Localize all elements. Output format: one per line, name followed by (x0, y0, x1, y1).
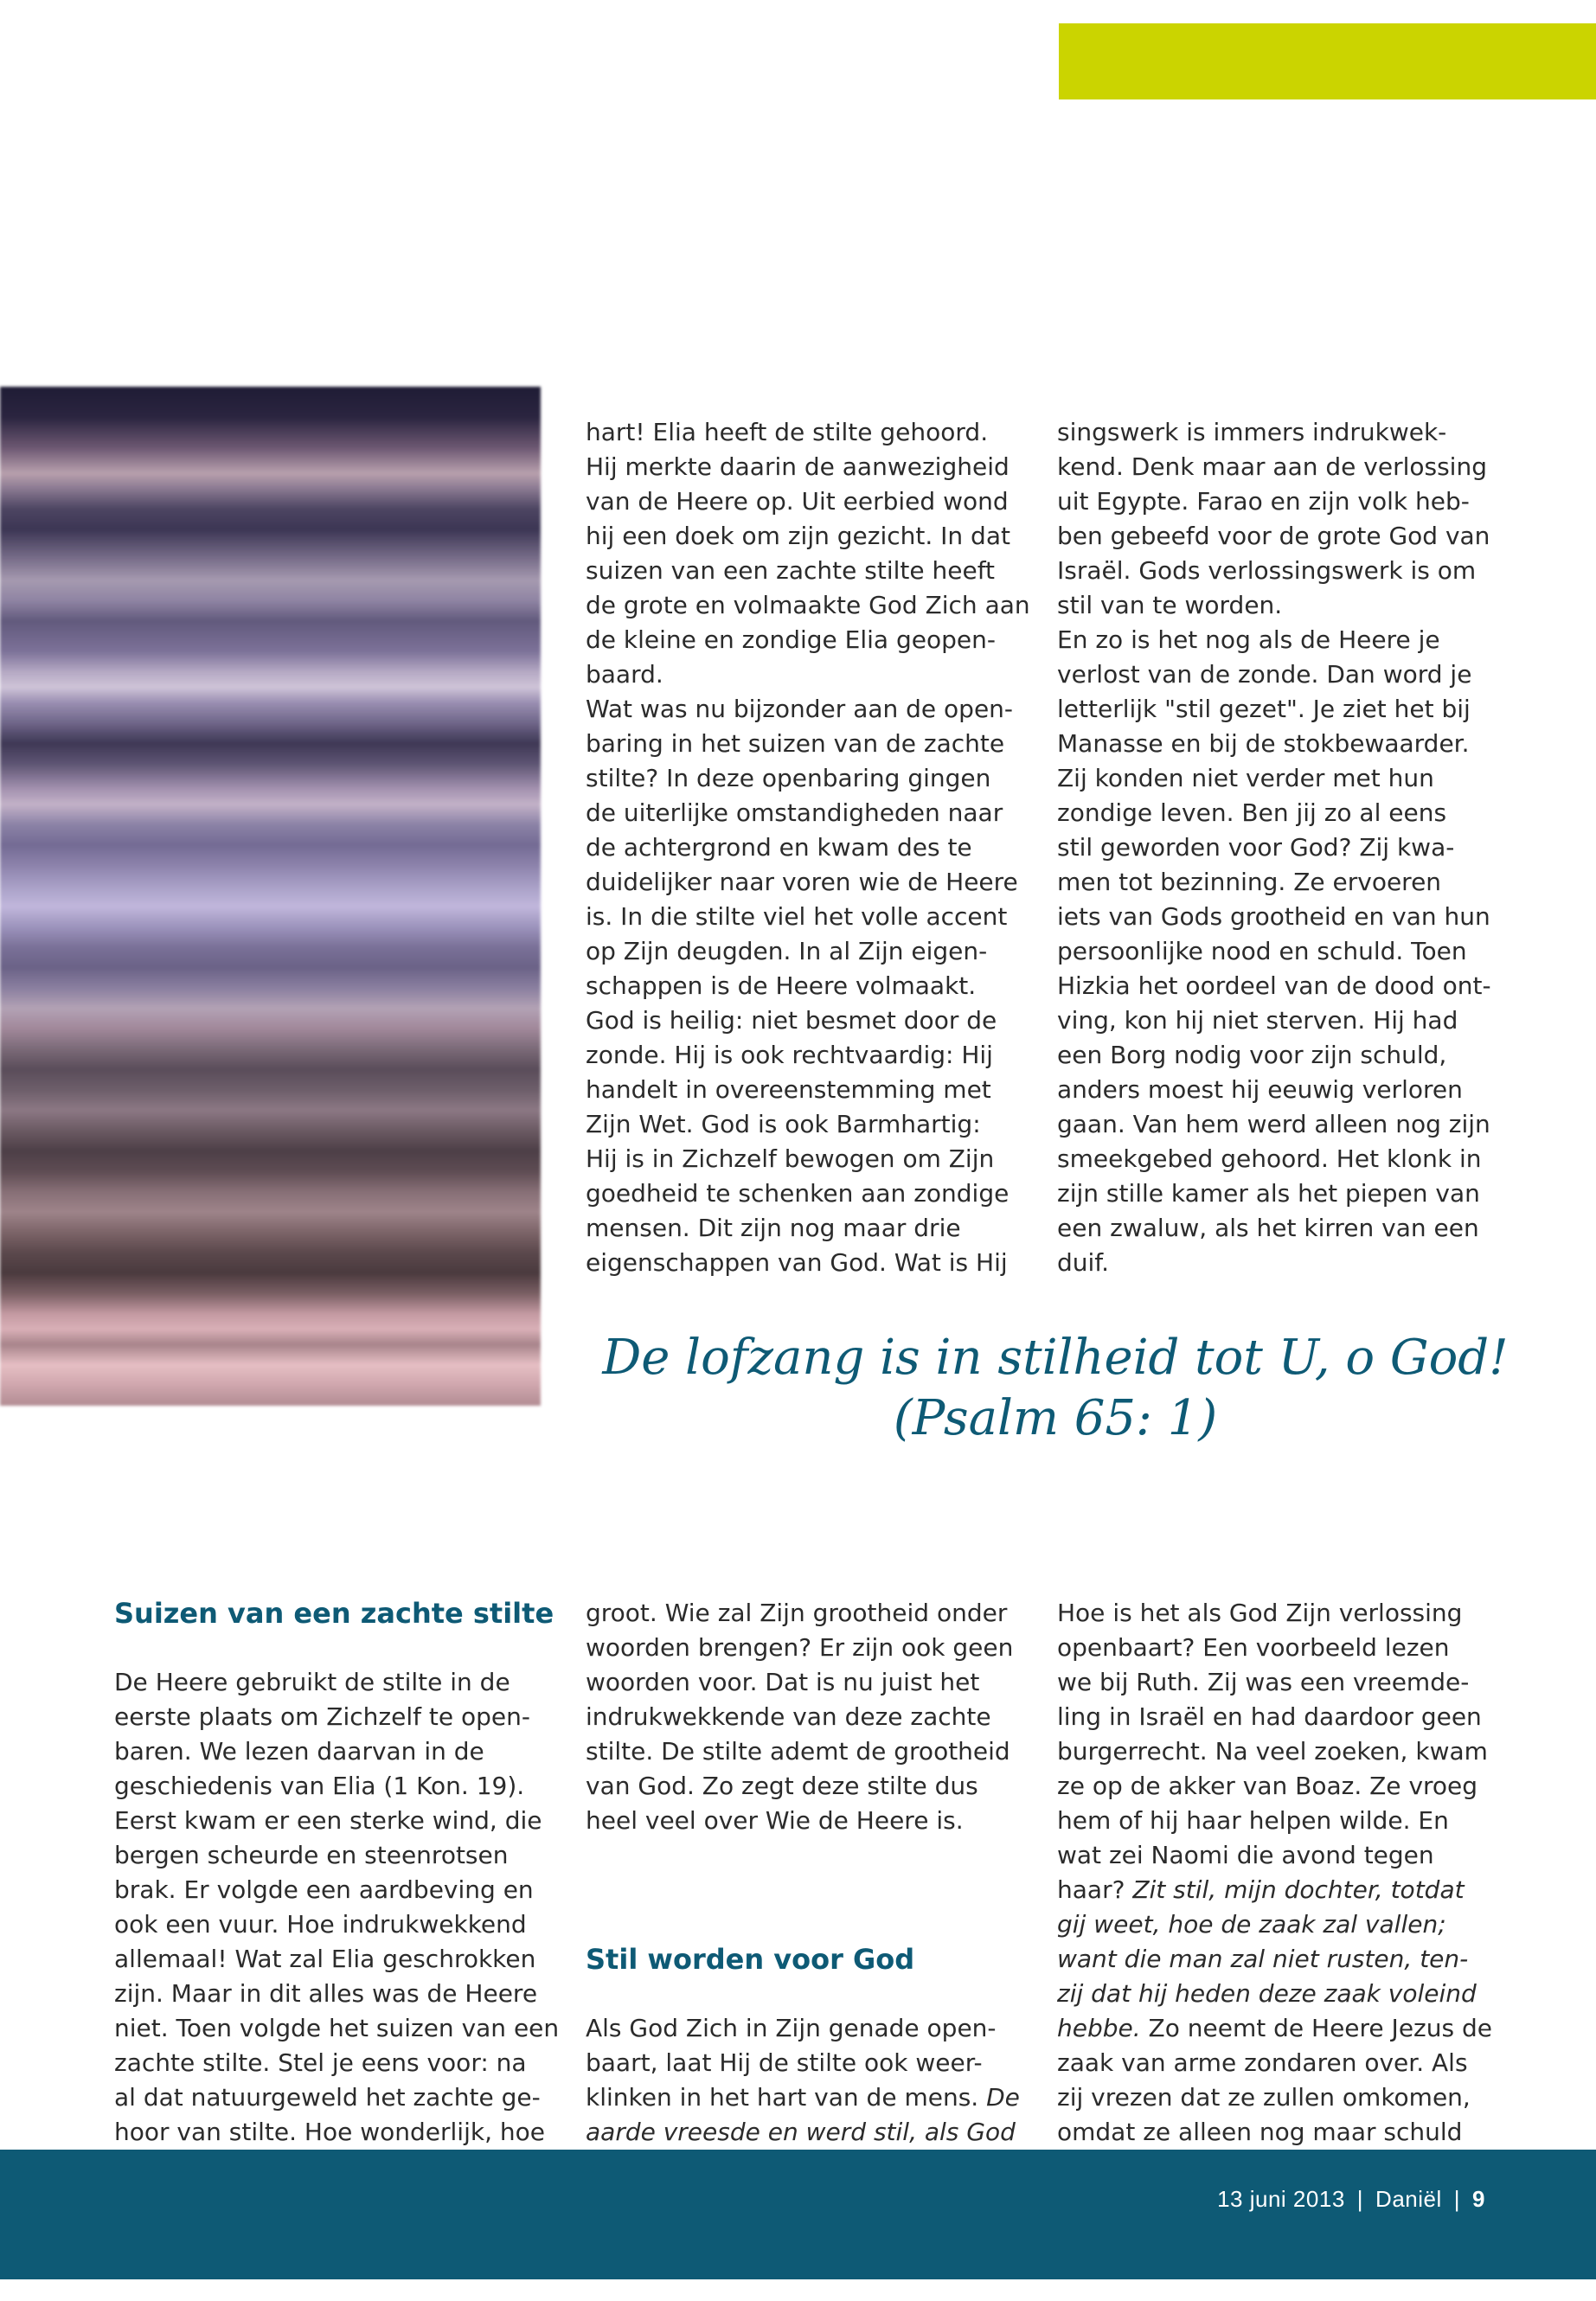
footer-date: 13 juni 2013 (1217, 2186, 1345, 2212)
section-heading-stil: Stil worden voor God (586, 1943, 915, 1976)
upper-column-3 (1057, 381, 1516, 1315)
footer-info (1217, 2186, 1485, 2213)
lower-column-3 (1057, 1561, 1516, 2184)
section-heading-suizen: Suizen van een zachte stilte (114, 1597, 554, 1630)
footer-separator: | (1356, 2186, 1364, 2212)
upper-column-2 (586, 381, 1044, 1315)
footer-bar (0, 2150, 1596, 2279)
lower-column-1-text: De Heere gebruikt de stilte in de eerste plaats om Zichzelf te open- baren. We lezen daarvan in de geschiedenis van Elia (1 Kon. 19). Eerst kwam er een sterke wind, die bergen scheurde en steenrotsen brak. Er volgde een aardbeving en ook een vuur. Hoe indrukwekkend allemaal! Wat zal Elia geschrokken zijn. Maar in dit alles was de Heere niet. Toen volgde het suizen van een zachte stilte. Stel je eens voor: na al dat natuurgeweld het zachte ge- hoor van stilte. Hoe wonderlijk, hoe (114, 1668, 560, 2146)
upper-column-3-text: singswerk is immers indrukwek- kend. Denk maar aan de verlossing uit Egypte. Farao en zijn volk heb- ben gebeefd voor de grote God van Israël. Gods verlossingswerk is om stil van te worden. En zo is het nog als de Heere je verlost van de zonde. Dan word je letterlijk "stil gezet". Je ziet het bij Manasse en bij de stokbewaarder. Zij konden niet verder met hun zondige leven. Ben jij zo al eens stil geworden voor God? Zij kwa- men tot bezinning. Ze ervoeren iets van Gods grootheid en van hun persoonlijke nood en schuld. Toen Hizkia het oordeel van de dood ont- ving, kon hij niet sterven. Hij had een Borg nodig voor zijn schuld, anders moest hij eeuwig verloren gaan. Van hem werd alleen nog zijn smeekgebed gehoord. Het klonk in zijn stille kamer als het piepen van een zwaluw, als het kirren van een duif. (1057, 418, 1491, 1277)
lower-column-1 (114, 1561, 573, 2219)
abstract-photo (0, 387, 541, 1406)
lower-column-2-text: groot. Wie zal Zijn grootheid onder woorden brengen? Er zijn ook geen woorden voor. Dat is nu juist het indrukwekkende van deze zachte stilte. De stilte ademt de grootheid van God. Zo zegt deze stilte dus heel veel over Wie de Heere is. (586, 1599, 1014, 1835)
pull-quote (588, 1328, 1522, 1449)
pull-quote-text: De lofzang is in stilheid tot U, o God! (602, 1330, 1509, 1386)
footer-separator-2: | (1453, 2186, 1461, 2212)
page-number: 9 (1472, 2186, 1485, 2212)
lower-column-2-text-2a: Als God Zich in Zijn genade open- baart, laat Hij de stilte ook weer- klinken in het hart van de mens. (586, 2014, 997, 2112)
bible-quote-psalm: De aarde vreesde en werd stil, als God (586, 2083, 1020, 2146)
footer-publication: Daniël (1375, 2186, 1442, 2212)
upper-column-2-text: hart! Elia heeft de stilte gehoord. Hij merkte daarin de aanwezigheid van de Heere op. Uit eerbied wond hij een doek om zijn gezicht. In dat suizen van een zachte stilte heeft de grote en volmaakte God Zich aan de kleine en zondige Elia geopen- baard. Wat was nu bijzonder aan de open- baring in het suizen van de zachte stilte? In deze openbaring gingen de uiterlijke omstandigheden naar de achtergrond en kwam des te duidelijker naar voren wie de Heere is. In die stilte viel het volle accent op Zijn deugden. In al Zijn eigen- schappen is de Heere volmaakt. God is heilig: niet besmet door de zonde. Hij is ook rechtvaardig: Hij handelt in overeenstemming met Zijn Wet. God is ook Barmhartig: Hij is in Zichzelf bewogen om Zijn goedheid te schenken aan zondige mensen. Dit zijn nog maar drie eigenschappen van God. Wat is Hij (586, 418, 1030, 1277)
lower-column-3-text-b: Zo neemt de Heere Jezus de zaak van arme zondaren over. Als zij vrezen dat ze zullen omkomen, omdat ze alleen nog maar schuld (1057, 2014, 1492, 2146)
lower-column-3-text-a: Hoe is het als God Zijn verlossing openbaart? Een voorbeeld lezen we bij Ruth. Zij was een vreemde- ling in Israël en had daardoor geen burgerrecht. Na veel zoeken, kwam ze op de akker van Boaz. Ze vroeg hem of hij haar helpen wilde. En wat zei Naomi die avond tegen haar? (1057, 1599, 1488, 1904)
pull-quote-source: (Psalm 65: 1) (893, 1390, 1218, 1446)
lower-column-3-text (1057, 1596, 1516, 2150)
accent-bar (1059, 23, 1596, 99)
bible-quote-ruth: Zit stil, mijn dochter, totdat gij weet, hoe de zaak zal vallen; want die man zal niet rusten, ten- zij dat hij heden deze zaak voleind hebbe. (1057, 1875, 1477, 2042)
